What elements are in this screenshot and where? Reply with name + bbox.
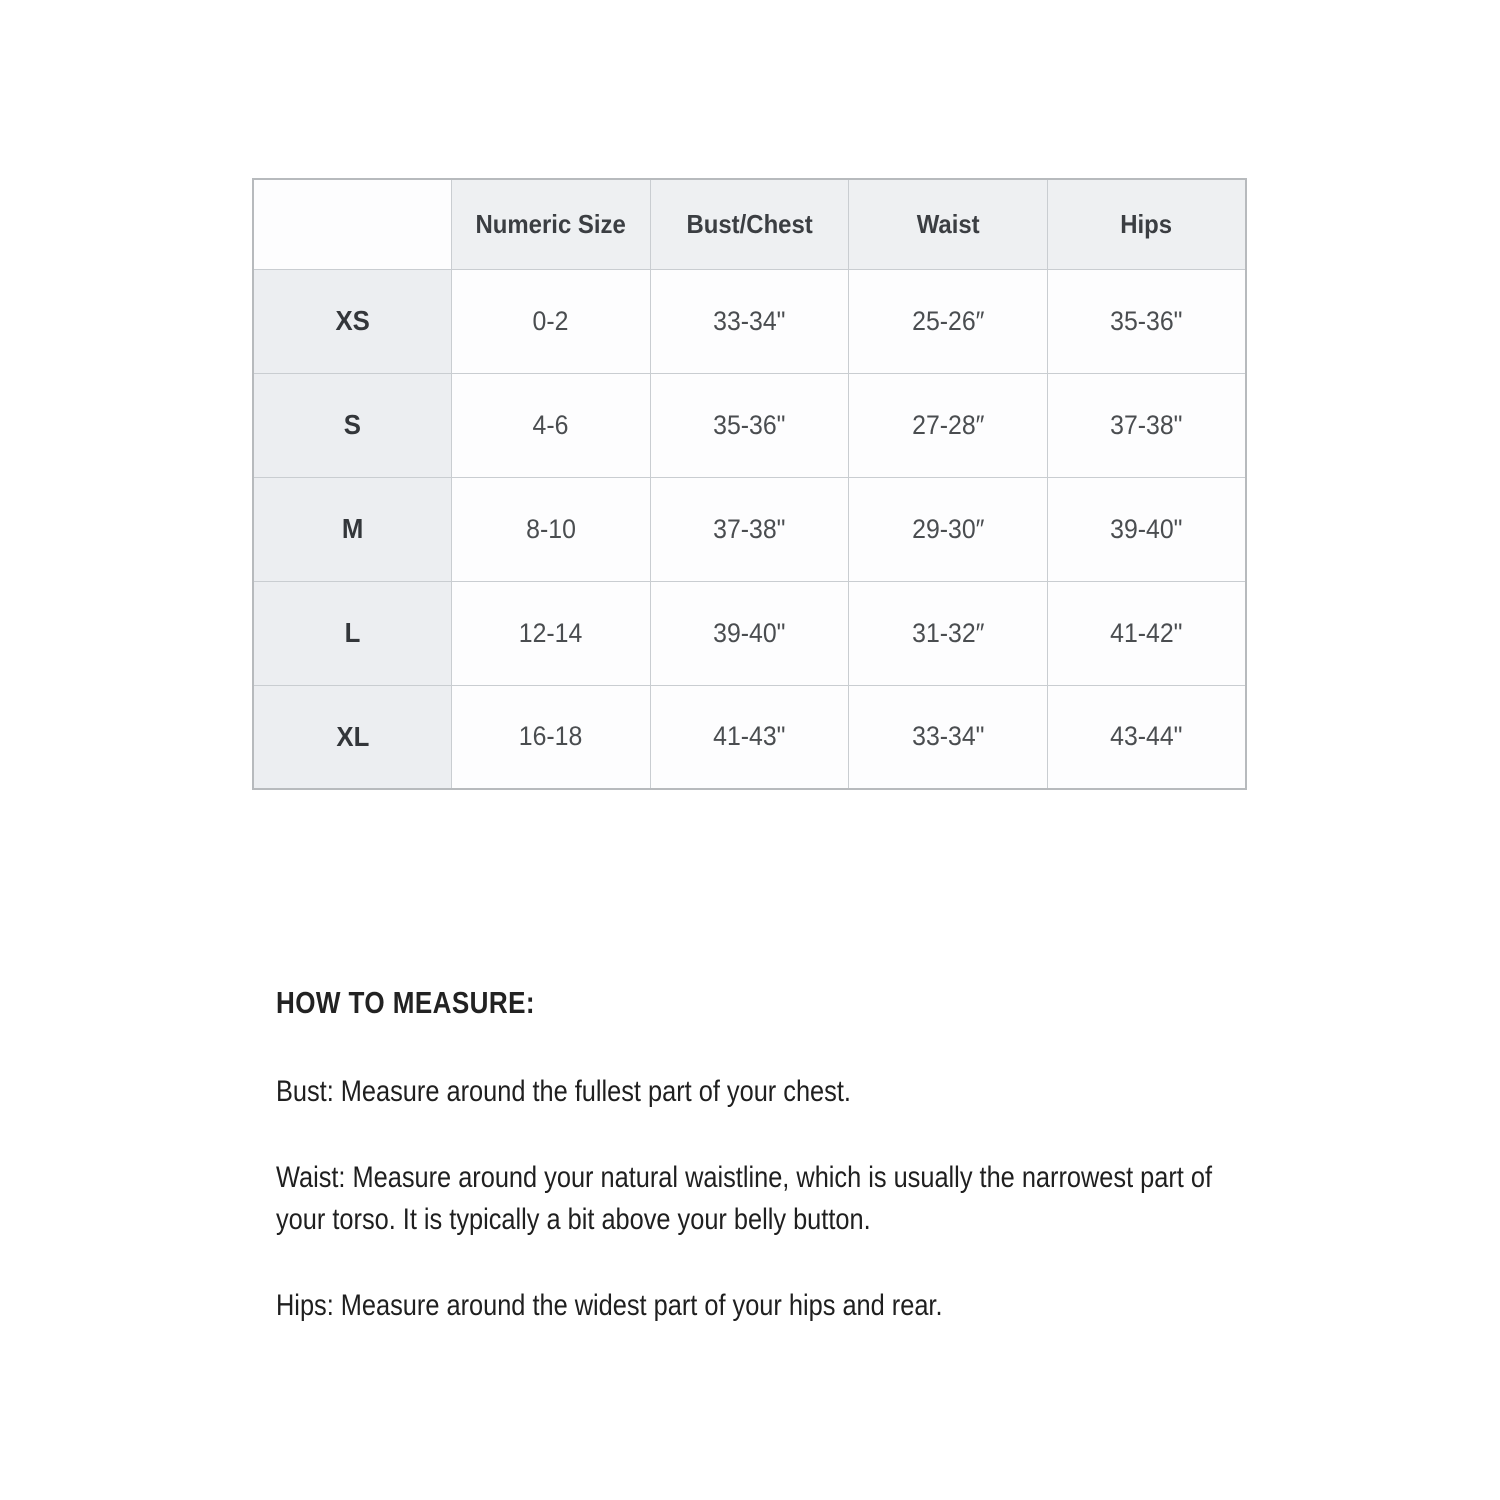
- cell-value: 33-34": [713, 305, 786, 336]
- cell-value: 16-18: [519, 721, 583, 752]
- cell-value: 31-32″: [911, 617, 985, 648]
- bust-cell: [650, 373, 849, 477]
- size-chart-body: [253, 269, 1246, 789]
- hips-cell: [1047, 581, 1246, 685]
- how-to-measure-section: [276, 983, 1436, 1327]
- column-header-label: Waist: [916, 208, 980, 239]
- waist-cell: [849, 269, 1048, 373]
- hips-cell: [1047, 373, 1246, 477]
- cell-value: 35-36": [1110, 305, 1183, 336]
- bust-cell: [650, 269, 849, 373]
- hips-instruction: Hips: Measure around the widest part of your hips and rear.: [276, 1289, 943, 1322]
- cell-value: 27-28″: [911, 409, 985, 440]
- size-chart-header: [253, 179, 1246, 269]
- numeric-size-cell: [452, 373, 651, 477]
- size-label-cell: [253, 373, 452, 477]
- cell-value: 41-42": [1110, 617, 1183, 648]
- cell-value: 43-44": [1110, 721, 1183, 752]
- numeric-size-cell: [452, 269, 651, 373]
- hips-cell: [1047, 477, 1246, 581]
- column-header-label: Bust/Chest: [686, 208, 813, 239]
- how-to-measure-title: HOW TO MEASURE:: [276, 985, 535, 1020]
- cell-value: 0-2: [532, 305, 569, 336]
- cell-value: 33-34": [911, 721, 985, 752]
- numeric-size-cell: [452, 477, 651, 581]
- size-label-cell: [253, 581, 452, 685]
- size-label-cell: [253, 685, 452, 789]
- bust-cell: [650, 477, 849, 581]
- bust-cell: [650, 685, 849, 789]
- corner-blank-cell: [253, 179, 452, 269]
- waist-cell: [849, 477, 1048, 581]
- waist-cell: [849, 685, 1048, 789]
- table-row-s: [253, 373, 1246, 477]
- numeric-size-cell: [452, 685, 651, 789]
- hips-cell: [1047, 269, 1246, 373]
- size-label-cell: [253, 477, 452, 581]
- table-row-xs: [253, 269, 1246, 373]
- cell-value: 25-26″: [911, 305, 985, 336]
- size-chart-table: [252, 178, 1247, 790]
- bust-instruction: Bust: Measure around the fullest part of your chest.: [276, 1075, 851, 1108]
- cell-value: 37-38": [1110, 409, 1183, 440]
- size-label: L: [344, 617, 361, 648]
- size-label: S: [343, 409, 362, 440]
- column-header-label: Numeric Size: [475, 208, 626, 239]
- waist-cell: [849, 373, 1048, 477]
- cell-value: 12-14: [519, 617, 583, 648]
- size-label: M: [341, 513, 364, 544]
- column-header-hips: [1047, 179, 1246, 269]
- cell-value: 39-40": [1110, 513, 1183, 544]
- cell-value: 39-40": [713, 617, 786, 648]
- cell-value: 37-38": [713, 513, 786, 544]
- table-row-xl: [253, 685, 1246, 789]
- cell-value: 4-6: [532, 409, 569, 440]
- size-label-cell: [253, 269, 452, 373]
- table-row-m: [253, 477, 1246, 581]
- column-header-waist: [849, 179, 1048, 269]
- column-header-label: Hips: [1120, 208, 1173, 239]
- numeric-size-cell: [452, 581, 651, 685]
- cell-value: 8-10: [526, 513, 576, 544]
- hips-cell: [1047, 685, 1246, 789]
- size-label: XS: [335, 305, 370, 336]
- size-label: XL: [336, 720, 370, 752]
- waist-cell: [849, 581, 1048, 685]
- bust-cell: [650, 581, 849, 685]
- column-header-numeric-size: [452, 179, 651, 269]
- cell-value: 29-30″: [911, 513, 985, 544]
- waist-instruction: Waist: Measure around your natural waistline, which is usually the narrowest part of your torso. It is typically a bit above your belly button.: [276, 1161, 1213, 1236]
- table-row-l: [253, 581, 1246, 685]
- column-header-bust-chest: [650, 179, 849, 269]
- header-row: [253, 179, 1246, 269]
- cell-value: 35-36": [713, 409, 786, 440]
- cell-value: 41-43": [713, 721, 786, 752]
